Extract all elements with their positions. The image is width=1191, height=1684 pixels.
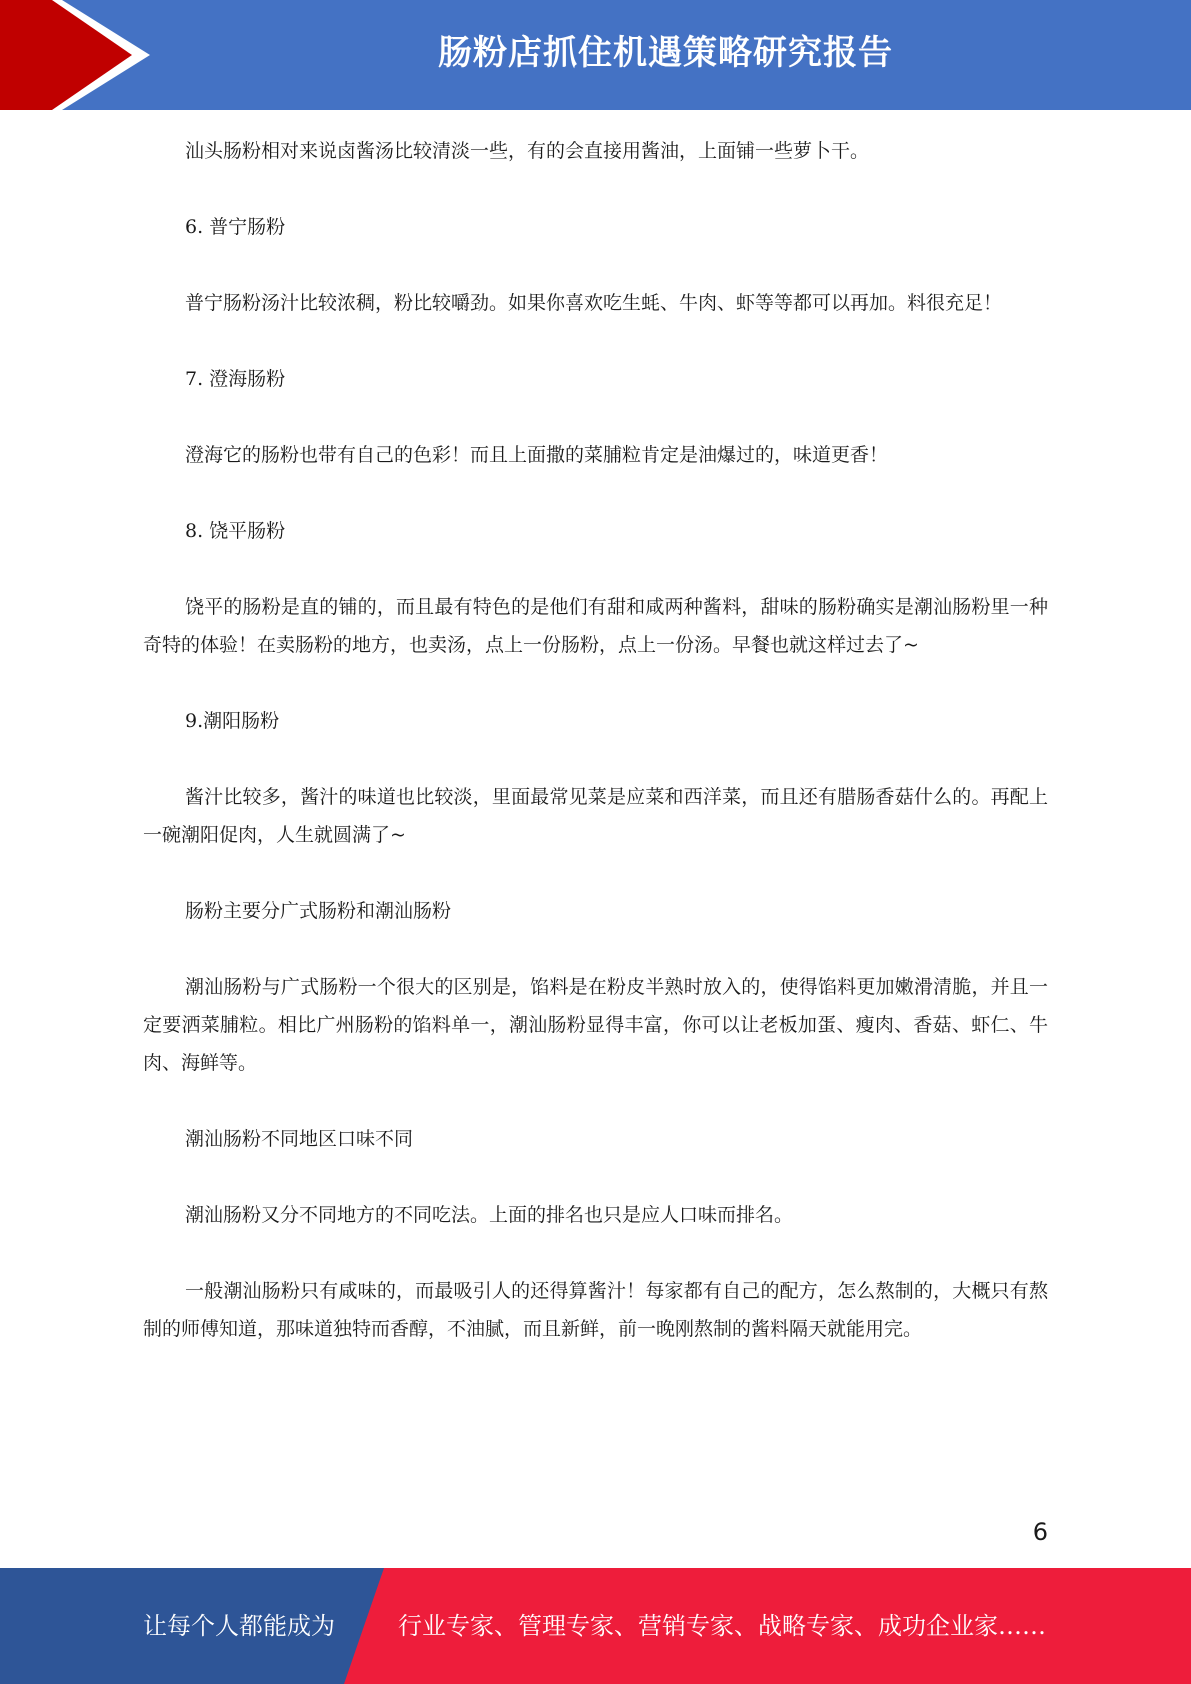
paragraph: 潮汕肠粉与广式肠粉一个很大的区别是，馅料是在粉皮半熟时放入的，使得馅料更加嫩滑清脆，并且一定要洒菜脯粒。相比广州肠粉的馅料单一，潮汕肠粉显得丰富，你可以让老板加蛋、瘦肉、香菇、虾仁、牛肉、海鲜等。: [143, 976, 1048, 1074]
document-body: [143, 132, 1048, 1386]
header-arrow-decoration: [0, 0, 160, 110]
paragraph: 一般潮汕肠粉只有咸味的，而最吸引人的还得算酱汁！每家都有自己的配方，怎么熬制的，大概只有熬制的师傅知道，那味道独特而香醇，不油腻，而且新鲜，前一晚刚熬制的酱料隔天就能用完。: [143, 1280, 1048, 1340]
paragraph: 饶平的肠粉是直的铺的，而且最有特色的是他们有甜和咸两种酱料，甜味的肠粉确实是潮汕肠粉里一种奇特的体验！在卖肠粉的地方，也卖汤，点上一份肠粉，点上一份汤。早餐也就这样过去了~: [143, 596, 1048, 656]
page-header: [0, 0, 1191, 110]
footer-slogan-right: 行业专家、管理专家、营销专家、战略专家、成功企业家……: [398, 1612, 1046, 1640]
section-heading: 9.潮阳肠粉: [185, 710, 280, 732]
page-number: 6: [1032, 1518, 1048, 1546]
paragraph: 普宁肠粉汤汁比较浓稠，粉比较嚼劲。如果你喜欢吃生蚝、牛肉、虾等等都可以再加。料很充足！: [185, 292, 1003, 314]
section-heading: 肠粉主要分广式肠粉和潮汕肠粉: [185, 900, 452, 922]
document-title: 肠粉店抓住机遇策略研究报告: [438, 33, 893, 73]
paragraph: 澄海它的肠粉也带有自己的色彩！而且上面撒的菜脯粒肯定是油爆过的，味道更香！: [185, 444, 889, 466]
section-heading: 潮汕肠粉不同地区口味不同: [185, 1128, 414, 1150]
section-heading: 7. 澄海肠粉: [185, 368, 286, 390]
paragraph: 汕头肠粉相对来说卤酱汤比较清淡一些，有的会直接用酱油，上面铺一些萝卜干。: [185, 140, 870, 162]
section-heading: 6. 普宁肠粉: [185, 216, 286, 238]
paragraph: 酱汁比较多，酱汁的味道也比较淡，里面最常见菜是应菜和西洋菜，而且还有腊肠香菇什么的。再配上一碗潮阳促肉，人生就圆满了~: [143, 786, 1048, 846]
section-heading: 8. 饶平肠粉: [185, 520, 286, 542]
footer-slogan-left: 让每个人都能成为: [143, 1612, 335, 1640]
paragraph: 潮汕肠粉又分不同地方的不同吃法。上面的排名也只是应人口味而排名。: [185, 1204, 794, 1226]
page-footer: [0, 1568, 1191, 1684]
